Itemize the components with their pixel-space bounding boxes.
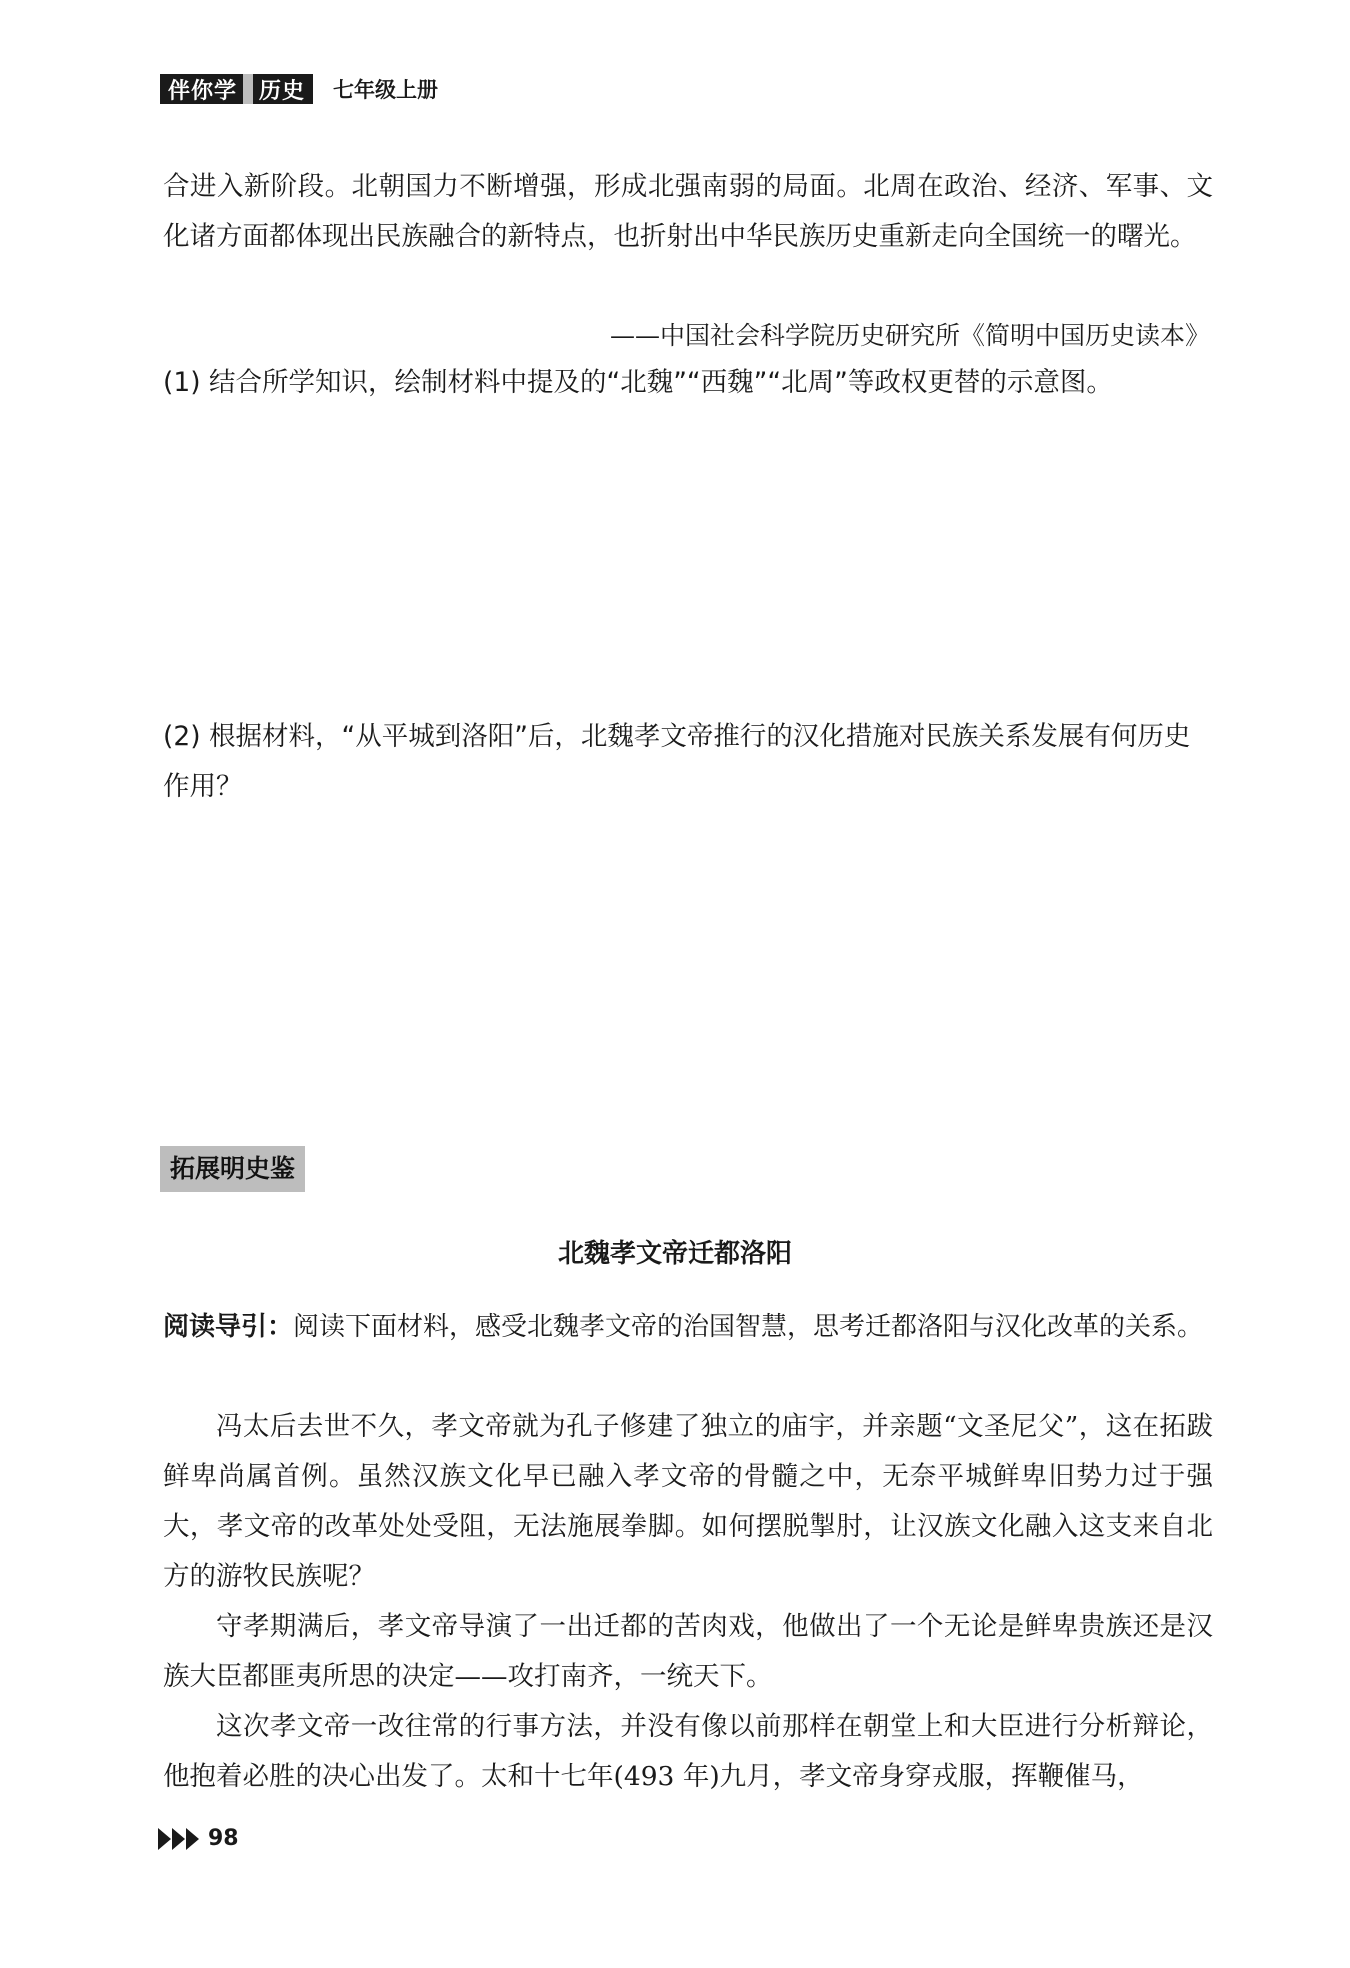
brand-name: 伴你学 bbox=[168, 78, 238, 104]
brand-separator bbox=[243, 74, 253, 104]
article-paragraph-3: 这次孝文帝一改往常的行事方法，并没有像以前那样在朝堂上和大臣进行分析辩论，他抱着必胜的决心出发了。太和十七年(493 年)九月，孝文帝身穿戎服，挥鞭催马， bbox=[163, 1711, 1213, 1792]
material-source: ——中国社会科学院历史研究所《简明中国历史读本》 bbox=[609, 321, 1210, 350]
article-paragraph-1: 冯太后去世不久，孝文帝就为孔子修建了独立的庙宇，并亲题“文圣尼父”，这在拓跋鲜卑尚属首例。虽然汉族文化早已融入孝文帝的骨髓之中，无奈平城鲜卑旧势力过于强大，孝文帝的改革处处受阻，无法施展拳脚。如何摆脱掣肘，让汉族文化融入这支来自北方的游牧民族呢？ bbox=[163, 1411, 1213, 1592]
question-1: (1) 结合所学知识，绘制材料中提及的“北魏”“西魏”“北周”等政权更替的示意图。 bbox=[163, 367, 1113, 398]
article-title: 北魏孝文帝迁都洛阳 bbox=[557, 1239, 792, 1269]
article-paragraph-2: 守孝期满后，孝文帝导演了一出迁都的苦肉戏，他做出了一个无论是鲜卑贵族还是汉族大臣都匪夷所思的决定——攻打南齐，一统天下。 bbox=[163, 1611, 1213, 1692]
reading-guide bbox=[163, 1302, 1213, 1352]
question-2: (2) 根据材料，“从平城到洛阳”后，北魏孝文帝推行的汉化措施对民族关系发展有何历史作用？ bbox=[163, 721, 1191, 802]
page-number: 98 bbox=[208, 1826, 239, 1851]
grade-label: 七年级上册 bbox=[333, 77, 439, 102]
page-footer bbox=[158, 1826, 239, 1851]
reading-guide-text: 阅读下面材料，感受北魏孝文帝的治国智慧，思考迁都洛阳与汉化改革的关系。 bbox=[293, 1312, 1204, 1342]
series-brand bbox=[160, 74, 313, 104]
brand-subject: 历史 bbox=[259, 78, 306, 104]
material-paragraph: 合进入新阶段。北朝国力不断增强，形成北强南弱的局面。北周在政治、经济、军事、文化诸方面都体现出民族融合的新特点，也折射出中华民族历史重新走向全国统一的曙光。 bbox=[163, 171, 1213, 252]
reading-guide-label: 阅读导引： bbox=[163, 1312, 294, 1342]
chevrons-right-icon bbox=[158, 1828, 200, 1850]
section-tag: 拓展明史鉴 bbox=[160, 1146, 305, 1192]
page-header bbox=[160, 72, 438, 106]
